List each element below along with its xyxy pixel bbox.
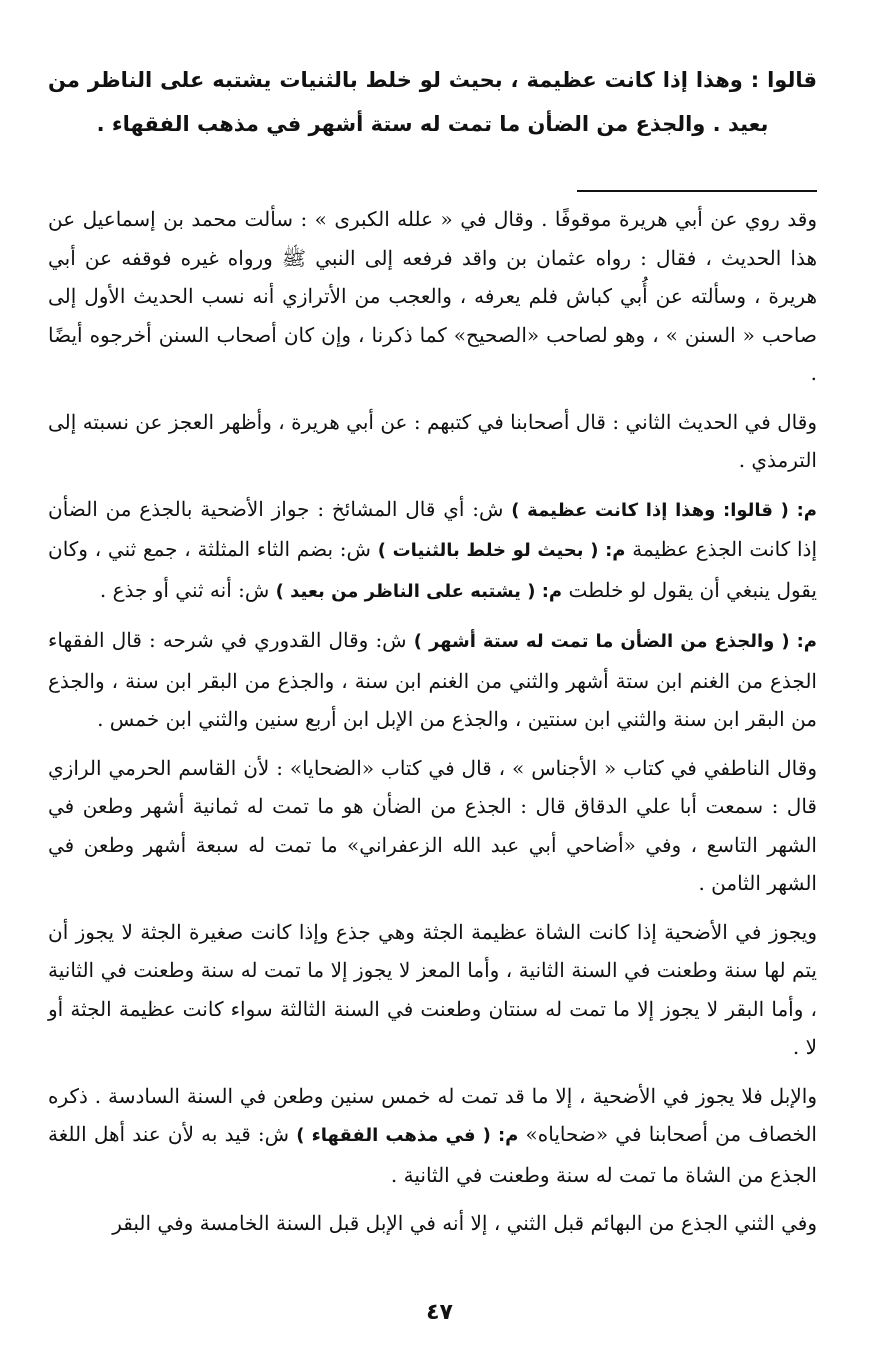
page-number: ٤٧: [426, 1300, 453, 1325]
commentary-paragraph: وفي الثني الجذع من البهائم قبل الثني ، إلا أنه في الإبل قبل السنة الخامسة وفي البقر: [112, 1211, 817, 1235]
matn-text: قالوا : وهذا إذا كانت عظيمة ، بحيث لو خلط بالثنيات يشتبه على الناظر من بعيد . والجذع من الضأن ما تمت له ستة أشهر في مذهب الفقهاء .: [48, 68, 817, 136]
commentary-paragraph: وقد روي عن أبي هريرة موقوفًا . وقال في « علله الكبرى » : سألت محمد بن إسماعيل عن هذا الحديث ، فقال : رواه عثمان بن واقد فرفعه إلى النبي ﷺ ورواه غيره فوقفه عن أبي هريرة ، وسألته عن أُبي كباش فلم يعرفه ، والعجب من الأترازي أنه نسب الحديث الأول إلى صاحب « السنن » ، وهو لصاحب «الصحيح» كما ذكرنا ، وإن كان أصحاب السنن أخرجوه أيضًا .: [48, 207, 817, 385]
commentary-paragraph: وقال في الحديث الثاني : قال أصحابنا في كتبهم : عن أبي هريرة ، وأظهر العجز عن نسبته إلى الترمذي .: [48, 409, 817, 472]
commentary-paragraph: م: ( قالوا: وهذا إذا كانت عظيمة ) ش: أي قال المشائخ : جواز الأضحية بالجذع من الضأن إذا كانت الجذع عظيمة م: ( بحيث لو خلط بالثنيات ) ش: بضم الثاء المثلثة ، جمع ثني ، وكان يقول ينبغي أن يقول لو خلطت م: ( يشتبه على الناظر من بعيد ) ش: أنه ثني أو جذع .: [48, 496, 817, 602]
footnote-separator: [577, 190, 817, 192]
commentary-paragraph: م: ( والجذع من الضأن ما تمت له ستة أشهر ) ش: وقال القدوري في شرحه : قال الفقهاء الجذع من الغنم ابن ستة أشهر والثني من الغنم ابن سنة ، والجذع من البقر ابن سنة ، والجذع من البقر ابن سنة والثني ابن سنتين ، والجذع من الإبل ابن أربع سنين والثني ابن خمس .: [48, 628, 817, 731]
commentary: [48, 200, 817, 1243]
commentary-paragraph: والإبل فلا يجوز في الأضحية ، إلا ما قد تمت له خمس سنين وطعن في السنة السادسة . ذكره الخصاف من أصحابنا في «ضحاياه» م: ( في مذهب الفقهاء ) ش: قيد به لأن عند أهل اللغة الجذع من الشاة ما تمت له سنة وطعنت في الثانية .: [48, 1083, 817, 1187]
commentary-paragraph: ويجوز في الأضحية إذا كانت الشاة عظيمة الجثة وهي جذع وإذا كانت صغيرة الجثة لا يجوز أن يتم لها سنة وطعنت في السنة الثانية ، وأما المعز لا يجوز إلا ما تمت له سنة وطعنت في الثانية ، وأما البقر لا يجوز إلا ما تمت له سنتان وطعنت في السنة الثالثة سواء كانت عظيمة الجثة أو لا .: [48, 919, 817, 1059]
commentary-paragraph: وقال الناطفي في كتاب « الأجناس » ، قال في كتاب «الضحايا» : لأن القاسم الحرمي الرازي قال : سمعت أبا علي الدقاق قال : الجذع من الضأن هو ما تمت له ثمانية أشهر وطعن في الشهر التاسع ، وفي «أضاحي أبي عبد الله الزعفراني» ما تمت له سبعة أشهر وطعن في الشهر الثامن .: [48, 755, 817, 895]
